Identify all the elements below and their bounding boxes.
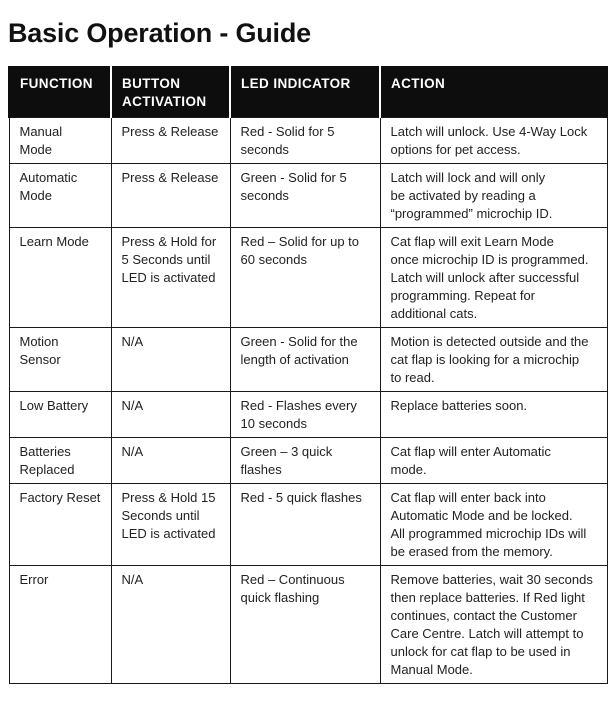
cell-text: Motion is detected outside and the bbox=[390, 334, 589, 349]
cell-text: options for pet access. bbox=[390, 142, 521, 157]
header-action bbox=[380, 67, 607, 118]
cell-text: Replace batteries soon. bbox=[390, 398, 528, 413]
header-row bbox=[9, 67, 607, 118]
cell-text: Cat flap will enter back into bbox=[390, 490, 546, 505]
function-cell bbox=[9, 228, 111, 328]
page-title: Basic Operation - Guide bbox=[8, 18, 311, 48]
action-cell bbox=[380, 118, 607, 164]
table-row bbox=[9, 566, 607, 684]
function-cell bbox=[9, 484, 111, 566]
table-row bbox=[9, 484, 607, 566]
cell-text: Red – Continuous bbox=[240, 572, 345, 587]
led-indicator-cell bbox=[230, 164, 380, 228]
cell-text: Press & Hold for bbox=[121, 234, 217, 249]
cell-text: Press & Release bbox=[121, 124, 219, 139]
function-cell bbox=[9, 328, 111, 392]
cell-text: Automatic bbox=[19, 170, 78, 185]
cell-text: Press & Release bbox=[121, 170, 219, 185]
cell-text: Batteries bbox=[19, 444, 71, 459]
header-text: LED INDICATOR bbox=[241, 76, 351, 91]
cell-text: Green - Solid for 5 bbox=[240, 170, 347, 185]
header-button-activation bbox=[111, 67, 230, 118]
button-activation-cell bbox=[111, 328, 230, 392]
led-indicator-cell bbox=[230, 484, 380, 566]
function-cell bbox=[9, 392, 111, 438]
led-indicator-cell bbox=[230, 392, 380, 438]
cell-text: be activated by reading a bbox=[390, 188, 536, 203]
led-indicator-cell bbox=[230, 438, 380, 484]
cell-text: All programmed microchip IDs will bbox=[390, 526, 587, 541]
cell-text: continues, contact the Customer bbox=[390, 608, 577, 623]
table-row bbox=[9, 438, 607, 484]
cell-text: Seconds until bbox=[121, 508, 200, 523]
action-cell bbox=[380, 164, 607, 228]
cell-text: Automatic Mode and be locked. bbox=[390, 508, 573, 523]
function-cell bbox=[9, 118, 111, 164]
led-indicator-cell bbox=[230, 328, 380, 392]
cell-text: 60 seconds bbox=[240, 252, 307, 267]
cell-text: length of activation bbox=[240, 352, 349, 367]
button-activation-cell bbox=[111, 566, 230, 684]
cell-text: Latch will unlock. Use 4-Way Lock bbox=[390, 124, 588, 139]
cell-text: unlock for cat flap to be used in bbox=[390, 644, 571, 659]
operation-guide-table bbox=[8, 66, 608, 684]
cell-text: be erased from the memory. bbox=[390, 544, 553, 559]
cell-text: Cat flap will enter Automatic bbox=[390, 444, 551, 459]
cell-text: Learn Mode bbox=[19, 234, 89, 249]
action-cell bbox=[380, 328, 607, 392]
led-indicator-cell bbox=[230, 118, 380, 164]
header-text: ACTIVATION bbox=[122, 94, 207, 109]
cell-text: Motion bbox=[19, 334, 59, 349]
table-row bbox=[9, 164, 607, 228]
button-activation-cell bbox=[111, 438, 230, 484]
action-cell bbox=[380, 438, 607, 484]
cell-text: seconds bbox=[240, 142, 289, 157]
table-row bbox=[9, 328, 607, 392]
cell-text: Error bbox=[19, 572, 49, 587]
cell-text: Latch will unlock after successful bbox=[390, 270, 580, 285]
cell-text: Mode bbox=[19, 142, 53, 157]
action-cell bbox=[380, 566, 607, 684]
button-activation-cell bbox=[111, 118, 230, 164]
cell-text: Red - Solid for 5 bbox=[240, 124, 335, 139]
function-cell bbox=[9, 164, 111, 228]
cell-text: Care Centre. Latch will attempt to bbox=[390, 626, 584, 641]
cell-text: quick flashing bbox=[240, 590, 320, 605]
cell-text: Green - Solid for the bbox=[240, 334, 358, 349]
cell-text: Replaced bbox=[19, 462, 75, 477]
cell-text: Low Battery bbox=[19, 398, 89, 413]
led-indicator-cell bbox=[230, 228, 380, 328]
header-led-indicator bbox=[230, 67, 380, 118]
cell-text: flashes bbox=[240, 462, 282, 477]
cell-text: N/A bbox=[121, 334, 144, 349]
cell-text: N/A bbox=[121, 444, 144, 459]
cell-text: N/A bbox=[121, 572, 144, 587]
cell-text: 5 Seconds until bbox=[121, 252, 211, 267]
cell-text: Red - 5 quick flashes bbox=[240, 490, 362, 505]
function-cell bbox=[9, 566, 111, 684]
header-text: ACTION bbox=[391, 76, 446, 91]
cell-text: additional cats. bbox=[390, 306, 478, 321]
cell-text: programming. Repeat for bbox=[390, 288, 536, 303]
table-row bbox=[9, 228, 607, 328]
function-cell bbox=[9, 438, 111, 484]
cell-text: LED is activated bbox=[121, 526, 216, 541]
action-cell bbox=[380, 392, 607, 438]
cell-text: Remove batteries, wait 30 seconds bbox=[390, 572, 593, 587]
button-activation-cell bbox=[111, 392, 230, 438]
header-text: FUNCTION bbox=[20, 76, 93, 91]
cell-text: Factory Reset bbox=[19, 490, 101, 505]
button-activation-cell bbox=[111, 484, 230, 566]
cell-text: Red - Flashes every bbox=[240, 398, 357, 413]
cell-text: Mode bbox=[19, 188, 53, 203]
cell-text: Latch will lock and will only bbox=[390, 170, 546, 185]
cell-text: Sensor bbox=[19, 352, 61, 367]
cell-text: Green – 3 quick bbox=[240, 444, 333, 459]
table-row bbox=[9, 392, 607, 438]
cell-text: Red – Solid for up to bbox=[240, 234, 360, 249]
cell-text: cat flap is looking for a microchip bbox=[390, 352, 580, 367]
cell-text: N/A bbox=[121, 398, 144, 413]
button-activation-cell bbox=[111, 228, 230, 328]
cell-text: once microchip ID is programmed. bbox=[390, 252, 589, 267]
action-cell bbox=[380, 228, 607, 328]
cell-text: then replace batteries. If Red light bbox=[390, 590, 585, 605]
led-indicator-cell bbox=[230, 566, 380, 684]
action-cell bbox=[380, 484, 607, 566]
cell-text: mode. bbox=[390, 462, 427, 477]
header-text: BUTTON bbox=[122, 76, 181, 91]
cell-text: seconds bbox=[240, 188, 289, 203]
cell-text: Cat flap will exit Learn Mode bbox=[390, 234, 554, 249]
header-function bbox=[9, 67, 111, 118]
cell-text: Press & Hold 15 bbox=[121, 490, 216, 505]
cell-text: Manual Mode. bbox=[390, 662, 473, 677]
cell-text: “programmed” microchip ID. bbox=[390, 206, 553, 221]
cell-text: 10 seconds bbox=[240, 416, 307, 431]
cell-text: LED is activated bbox=[121, 270, 216, 285]
button-activation-cell bbox=[111, 164, 230, 228]
cell-text: to read. bbox=[390, 370, 435, 385]
table-row bbox=[9, 118, 607, 164]
cell-text: Manual bbox=[19, 124, 63, 139]
